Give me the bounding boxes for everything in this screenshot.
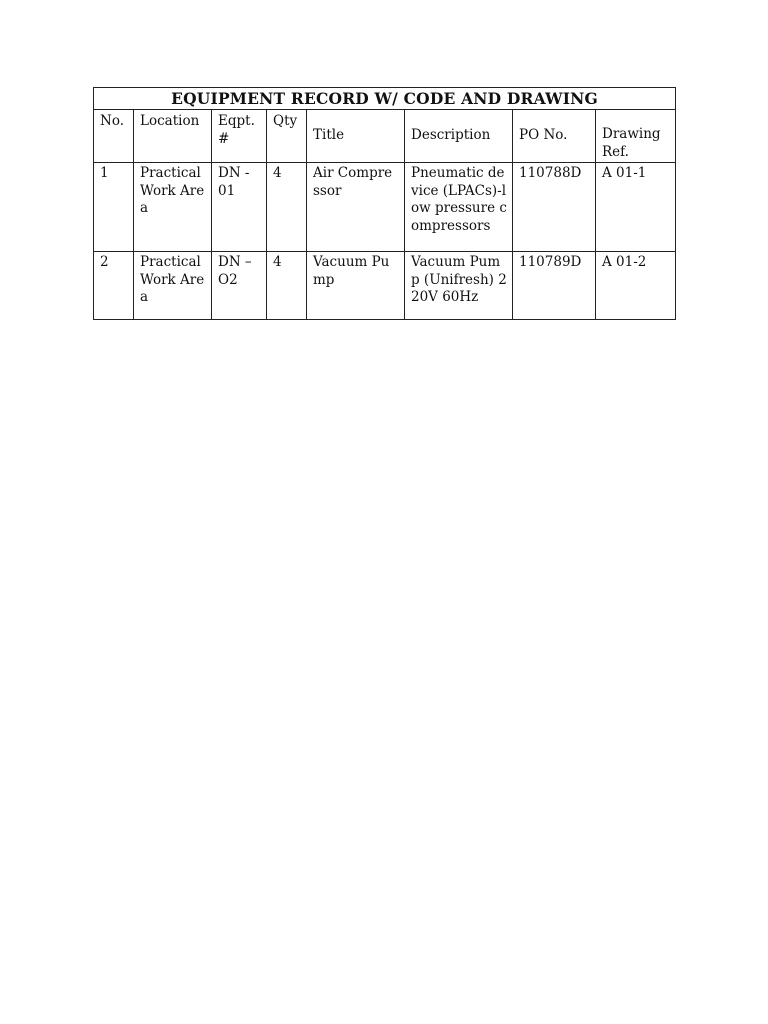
cell-eqpt: DN – O2	[212, 252, 267, 320]
header-title: Title	[307, 110, 405, 163]
cell-title: Vacuum Pump	[307, 252, 405, 320]
cell-location: Practical Work Area	[134, 252, 212, 320]
header-row	[94, 110, 676, 163]
table-row	[94, 252, 676, 320]
equipment-record-table	[93, 87, 676, 320]
header-location: Location	[134, 110, 212, 163]
cell-title: Air Compressor	[307, 163, 405, 252]
cell-location: Practical Work Area	[134, 163, 212, 252]
header-no: No.	[94, 110, 134, 163]
cell-description: Vacuum Pump (Unifresh) 220V 60Hz	[405, 252, 513, 320]
cell-qty: 4	[267, 163, 307, 252]
header-eqpt: Eqpt. #	[212, 110, 267, 163]
cell-drawing: A 01-2	[596, 252, 676, 320]
table-title: EQUIPMENT RECORD W/ CODE AND DRAWING	[94, 88, 676, 110]
cell-no: 2	[94, 252, 134, 320]
header-drawing: Drawing Ref.	[596, 110, 676, 163]
cell-description: Pneumatic device (LPACs)-low pressure compressors	[405, 163, 513, 252]
cell-qty: 4	[267, 252, 307, 320]
cell-po: 110789D	[513, 252, 596, 320]
cell-drawing: A 01-1	[596, 163, 676, 252]
header-qty: Qty	[267, 110, 307, 163]
header-po: PO No.	[513, 110, 596, 163]
cell-po: 110788D	[513, 163, 596, 252]
cell-eqpt: DN - 01	[212, 163, 267, 252]
table-row	[94, 163, 676, 252]
header-description: Description	[405, 110, 513, 163]
cell-no: 1	[94, 163, 134, 252]
table-title-row	[94, 88, 676, 110]
